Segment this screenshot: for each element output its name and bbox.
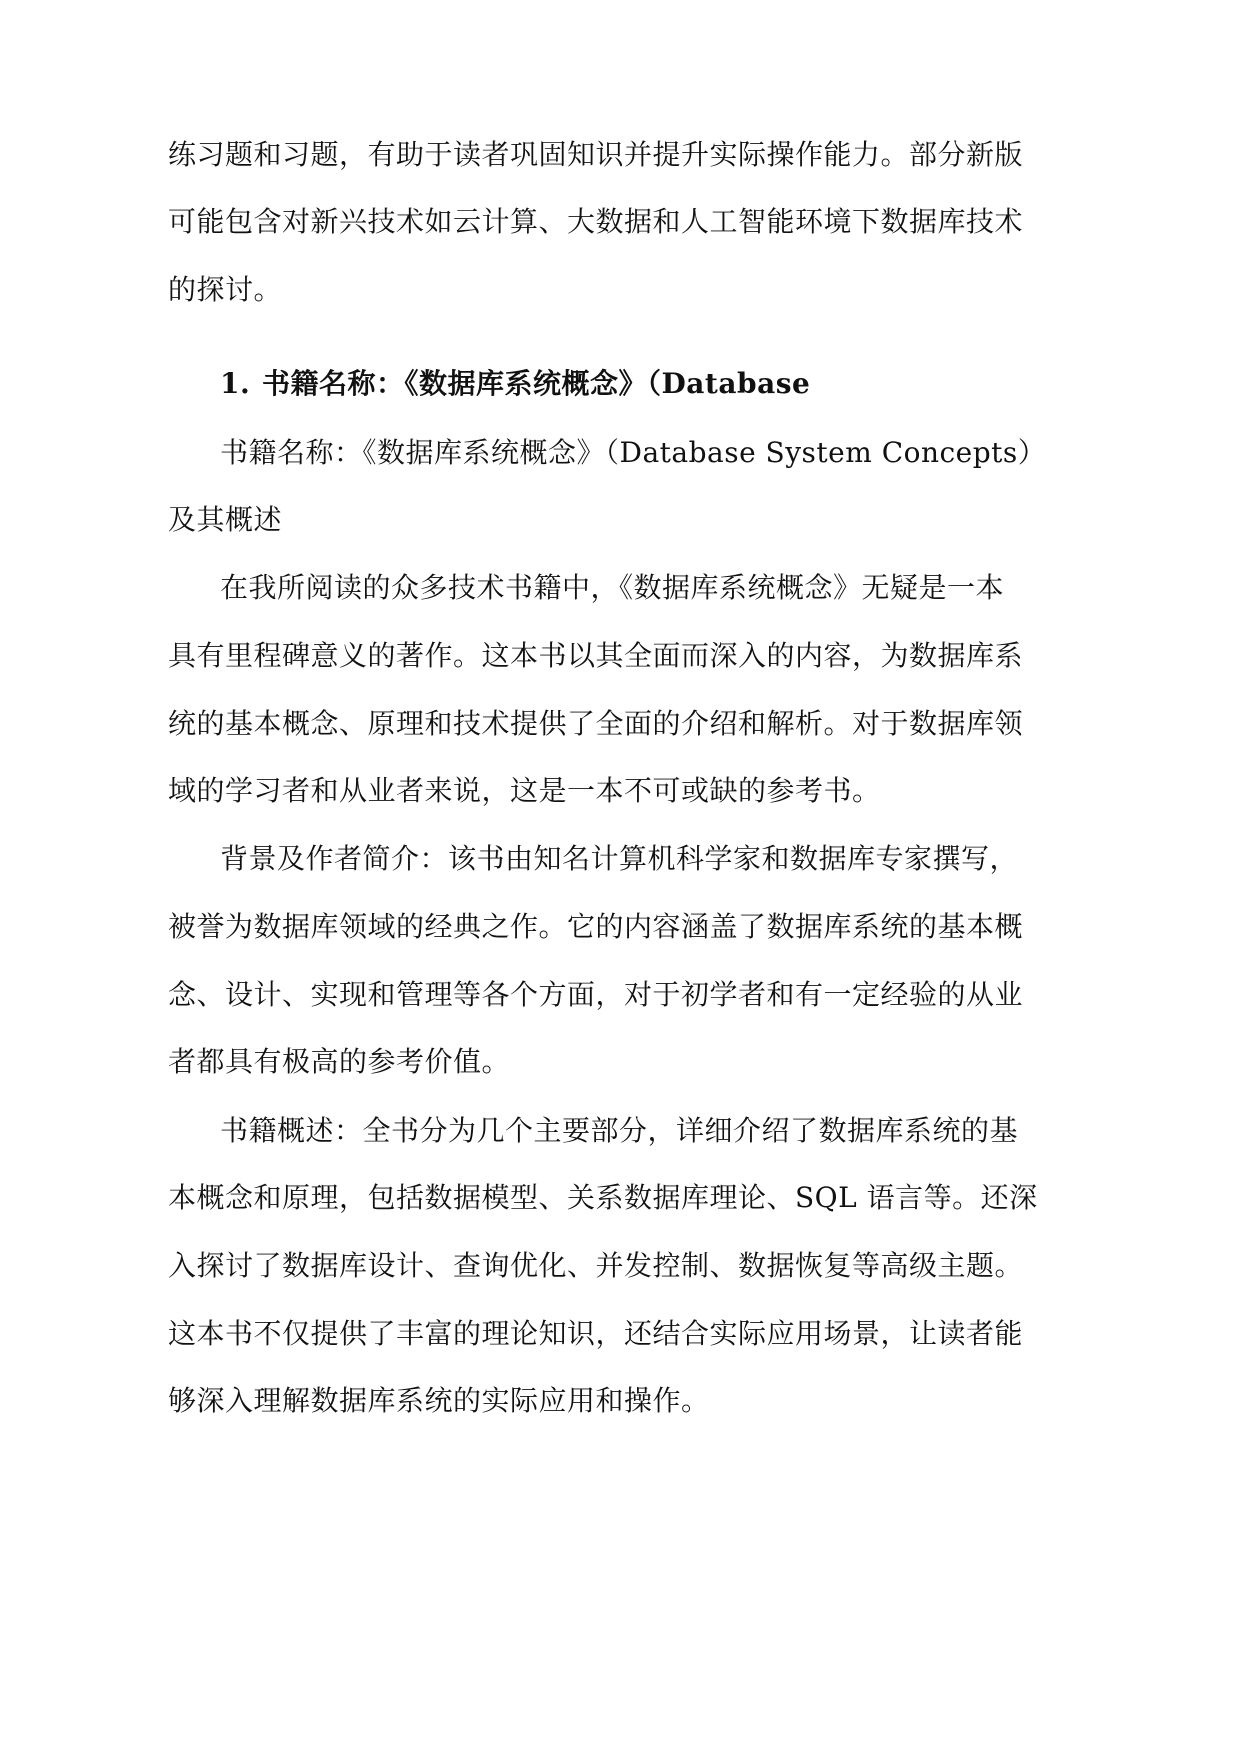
background-line-3: 念、设计、实现和管理等各个方面，对于初学者和有一定经验的从业 [168, 978, 1024, 1011]
intro-line-3: 的探讨。 [168, 273, 283, 306]
overview-line-4: 域的学习者和从业者来说，这是一本不可或缺的参考书。 [168, 774, 881, 807]
section-heading-number: 1. [220, 367, 251, 400]
background-line-1: 背景及作者简介：该书由知名计算机科学家和数据库专家撰写， [220, 842, 1019, 875]
summary-line-1: 书籍概述：全书分为几个主要部分，详细介绍了数据库系统的基 [220, 1114, 1019, 1147]
summary-line-3: 入探讨了数据库设计、查询优化、并发控制、数据恢复等高级主题。 [168, 1249, 1024, 1282]
summary-line-4: 这本书不仅提供了丰富的理论知识，还结合实际应用场景，让读者能 [168, 1317, 1024, 1350]
section-heading-text: 书籍名称：《数据库系统概念》（Database [262, 367, 811, 400]
background-line-2: 被誉为数据库领域的经典之作。它的内容涵盖了数据库系统的基本概 [168, 910, 1024, 943]
overview-line-2: 具有里程碑意义的著作。这本书以其全面而深入的内容，为数据库系 [168, 639, 1024, 672]
intro-line-1: 练习题和习题，有助于读者巩固知识并提升实际操作能力。部分新版 [168, 138, 1024, 171]
section-heading [220, 364, 810, 404]
title-line-1: 书籍名称：《数据库系统概念》（Database System Concepts） [220, 436, 1047, 469]
intro-line-2: 可能包含对新兴技术如云计算、大数据和人工智能环境下数据库技术 [168, 205, 1024, 238]
title-line-2: 及其概述 [168, 503, 283, 536]
summary-line-5: 够深入理解数据库系统的实际应用和操作。 [168, 1384, 710, 1417]
overview-line-1: 在我所阅读的众多技术书籍中，《数据库系统概念》无疑是一本 [220, 571, 1005, 604]
background-line-4: 者都具有极高的参考价值。 [168, 1045, 511, 1078]
summary-line-2: 本概念和原理，包括数据模型、关系数据库理论、SQL 语言等。还深 [168, 1181, 1038, 1214]
overview-line-3: 统的基本概念、原理和技术提供了全面的介绍和解析。对于数据库领 [168, 707, 1024, 740]
